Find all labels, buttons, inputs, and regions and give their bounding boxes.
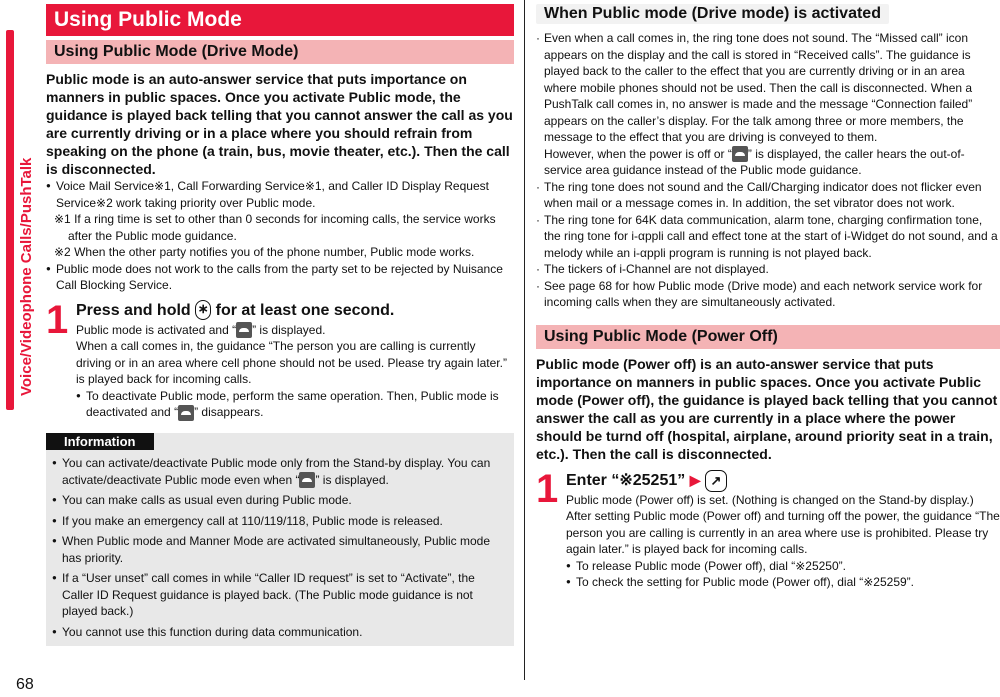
step-title: Enter “※25251” ▶ ↗ xyxy=(566,469,1000,492)
step-bullet-deactivate: ● To deactivate Public mode, perform the same operation. Then, Public mode is deactivated and “ ” disappears. xyxy=(76,388,514,421)
intro-paragraph: Public mode is an auto-answer service that puts importance on manners in public spaces. Once you activate Public mode, the guidance is played back telling that you cannot answer the call as you are currently driving or in a place where you should refrain from speaking on the phone (a train, bus, movie theater, etc.). Then the call is disconnected. xyxy=(46,71,513,177)
section-title: Using Public Mode xyxy=(46,4,514,36)
info-item: ● If you make an emergency call at 110/119/118, Public mode is released. xyxy=(52,513,508,530)
activated-item: · See page 68 for how Public mode (Drive mode) and each network service work for incoming calls when they are simultaneously activated. xyxy=(536,278,1000,311)
bullet-nuisance: ● Public mode does not work to the calls from the party set to be rejected by Nuisance Call Blocking Service. xyxy=(46,261,514,294)
step-1-power-off xyxy=(536,466,1000,591)
self-mode-icon xyxy=(732,146,748,162)
step-bullet-release: ● To release Public mode (Power off), dial “※25250”. xyxy=(566,558,1000,575)
info-item: ● You can make calls as usual even during Public mode. xyxy=(52,492,508,509)
step-desc-1: Public mode (Power off) is set. (Nothing is changed on the Stand-by display.) xyxy=(566,492,974,507)
note-1: ※1 If a ring time is set to other than 0 seconds for incoming calls, the service works after the Public mode guidance. xyxy=(54,212,496,243)
call-key-icon: ↗ xyxy=(705,470,727,492)
asterisk-key-icon: ∗ xyxy=(195,300,211,320)
intro-paragraph-power-off: Public mode (Power off) is an auto-answer service that puts importance on manners in public spaces. Once you activate Public mode (Power off), the guidance is played back telling that you cannot answer the call as you are currently in a place where the power should be turnd off (hospital, airplane, around priority seat in a train, etc.). Then the call is disconnected. xyxy=(536,355,998,462)
column-divider xyxy=(524,0,525,680)
step-desc-2: After setting Public mode (Power off) and turning off the power, the guidance “The person you are calling is currently in an area where use is prohibited. Please try again later.” is played back for incoming calls. xyxy=(566,509,1000,557)
step-desc-2: When a call comes in, the guidance “The person you are calling is currently driving or in an area where cell phone should not be used. Please try again later.” is played back for incoming calls. xyxy=(76,339,507,387)
subsection-title-drive: Using Public Mode (Drive Mode) xyxy=(46,40,514,64)
left-column xyxy=(46,4,514,646)
activated-item: · Even when a call comes in, the ring tone does not sound. The “Missed call” icon appears on the display and the call is stored in “Received calls”. The guidance is played back to the caller to the effect that you are currently driving or in an area where mobile phones should not be used. Then the call is disconnected. When a PushTalk call comes in, no answer is made and the message “Connection failed” appears on the caller’s display. For the talk among three or more members, the message to the effect that you are driving is conveyed to them. xyxy=(536,30,1000,146)
side-tab-label: Voice/Videophone Calls/PushTalk xyxy=(18,157,35,396)
activated-item: · The tickers of i-Channel are not displayed. xyxy=(536,261,1000,278)
step-bullet-check: ● To check the setting for Public mode (Power off), dial “※25259”. xyxy=(566,574,1000,591)
step-number: 1 xyxy=(536,466,559,511)
step-title: Press and hold ∗ for at least one second. xyxy=(76,301,395,319)
side-tab xyxy=(0,0,34,420)
information-box xyxy=(46,433,514,646)
information-label: Information xyxy=(46,433,154,450)
drive-mode-icon xyxy=(178,405,194,421)
bullet-voice-mail: ● Voice Mail Service※1, Call Forwarding Service※1, and Caller ID Display Request Service※2 work taking priority over Public mode. xyxy=(46,178,514,211)
subsection-title-activated: When Public mode (Drive mode) is activated xyxy=(536,4,889,24)
info-item: ● If a “User unset” call comes in while “Caller ID request” is set to “Activate”, the Caller ID Request guidance is played back. (The Public mode guidance is not played back.) xyxy=(52,570,508,620)
drive-mode-icon xyxy=(236,322,252,338)
activated-item: · The ring tone does not sound and the Call/Charging indicator does not flicker even when mail or a message comes in. In addition, the set vibrator does not work. xyxy=(536,179,1000,212)
subsection-title-power-off: Using Public Mode (Power Off) xyxy=(536,325,1000,349)
info-item: ● You cannot use this function during data communication. xyxy=(52,624,508,641)
note-2: ※2 When the other party notifies you of the phone number, Public mode works. xyxy=(54,245,475,259)
step-desc-1: Public mode is activated and “ ” is displayed. xyxy=(76,322,326,337)
info-item: ● When Public mode and Manner Mode are activated simultaneously, Public mode has priority. xyxy=(52,533,508,566)
side-tab-stripe xyxy=(6,30,14,410)
info-item: ● You can activate/deactivate Public mode only from the Stand-by display. You can activate/deactivate Public mode even when “ ” is displayed. xyxy=(52,455,508,488)
arrow-icon: ▶ xyxy=(689,471,701,488)
step-number: 1 xyxy=(46,297,69,342)
step-1 xyxy=(46,297,514,422)
right-column xyxy=(536,4,1000,591)
page-number: 68 xyxy=(16,676,34,693)
self-mode-icon xyxy=(299,472,315,488)
activated-item: · The ring tone for 64K data communication, alarm tone, charging confirmation tone, the ring tone for i-αppli call and effect tone at the start of i-Widget do not sound, and a melody while an i-αppli program is running is not played back. xyxy=(536,212,1000,262)
activated-item-cont: However, when the power is off or “ ” is displayed, the caller hears the out-of-service area guidance instead of the Public mode guidance. xyxy=(544,146,965,178)
